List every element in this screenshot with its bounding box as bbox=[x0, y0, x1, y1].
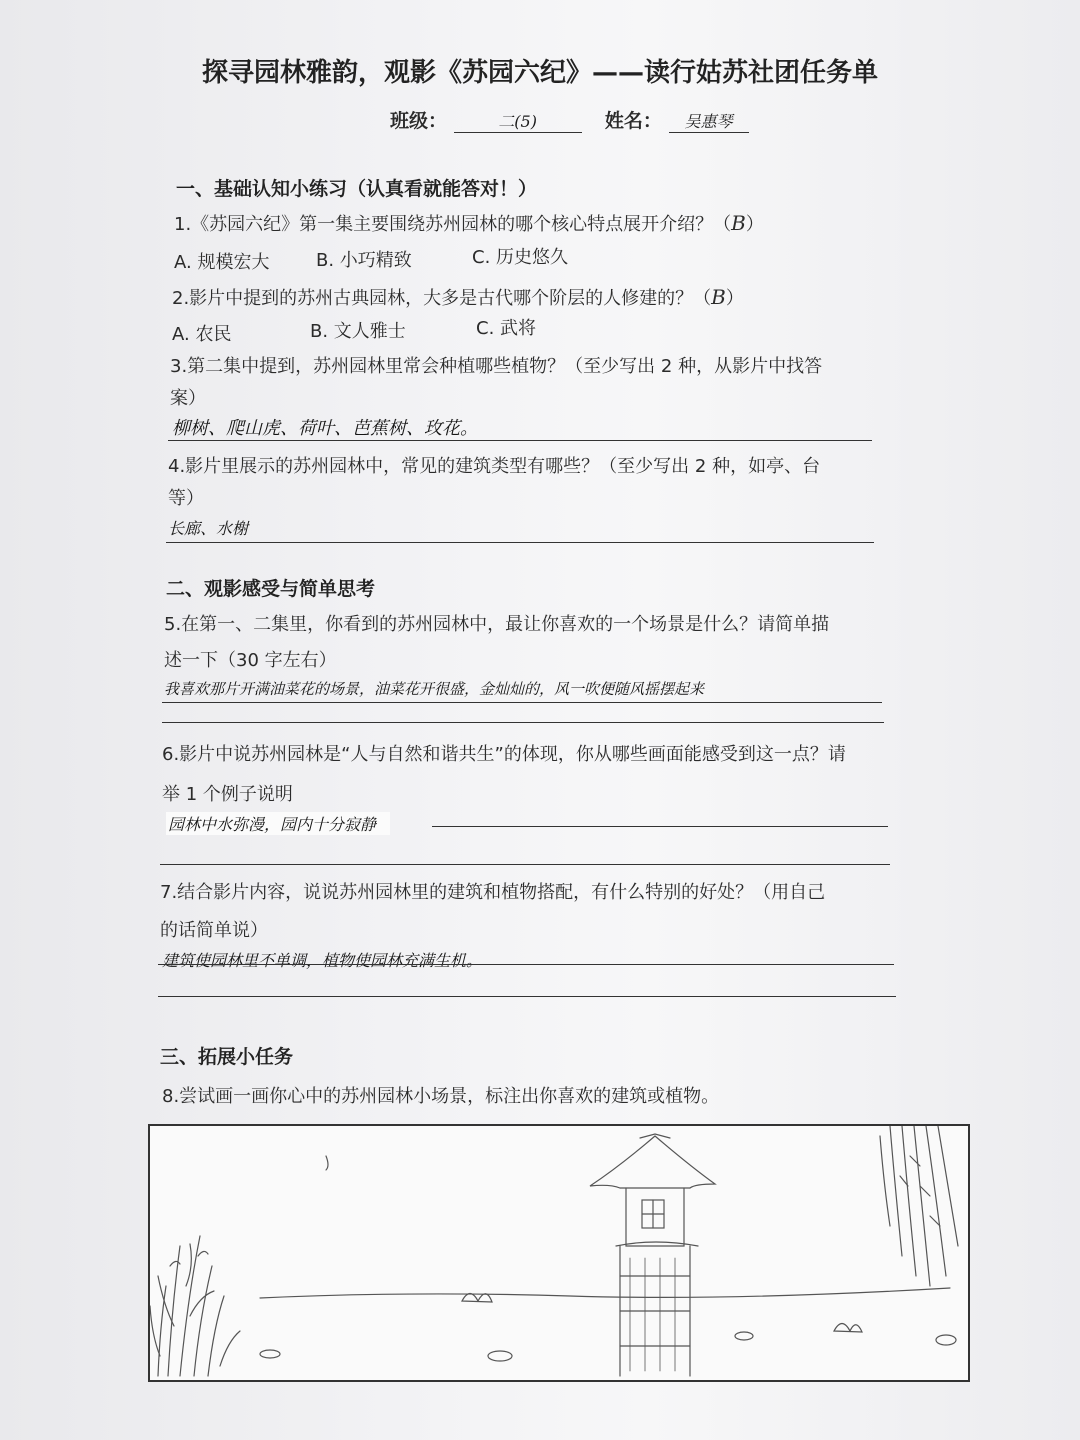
q2-text bbox=[172, 282, 744, 314]
q3-answer-line bbox=[168, 440, 872, 441]
q2-close: ） bbox=[725, 288, 744, 309]
q1-option-a: A. 规模宏大 bbox=[174, 252, 270, 273]
q8-text: 8.尝试画一画你心中的苏州园林小场景，标注出你喜欢的建筑或植物。 bbox=[162, 1086, 720, 1107]
q5-line2: 述一下（30 字左右） bbox=[164, 650, 337, 671]
name-label: 姓名： bbox=[604, 110, 662, 132]
q4-answer: 长廊、水榭 bbox=[168, 519, 249, 538]
pavilion-sketch bbox=[590, 1134, 715, 1376]
q6-answer: 园林中水弥漫，园内十分寂静 bbox=[166, 812, 390, 835]
q6-answer-line-1 bbox=[432, 826, 888, 827]
q1-answer: B bbox=[731, 211, 746, 235]
q6-answer-line-2 bbox=[160, 864, 890, 865]
q1-option-c: C. 历史悠久 bbox=[472, 247, 569, 268]
section1-heading: 一、基础认知小练习（认真看就能答对！） bbox=[176, 178, 538, 200]
q1-option-b: B. 小巧精致 bbox=[316, 250, 412, 271]
garden-sketch bbox=[150, 1126, 968, 1380]
q4-line1: 4.影片里展示的苏州园林中，常见的建筑类型有哪些？（至少写出 2 种，如亭、台 bbox=[168, 456, 821, 477]
section2-heading: 二、观影感受与简单思考 bbox=[166, 578, 376, 600]
q2-question: 2.影片中提到的苏州古典园林，大多是古代哪个阶层的人修建的？（ bbox=[172, 288, 712, 309]
name-field bbox=[669, 109, 749, 133]
q6-line2: 举 1 个例子说明 bbox=[162, 784, 293, 805]
willow-sketch bbox=[880, 1126, 958, 1286]
q3-line1: 3.第二集中提到，苏州园林里常会种植哪些植物？（至少写出 2 种，从影片中找答 bbox=[170, 356, 823, 377]
q2-answer: B bbox=[711, 285, 726, 309]
horizon-line bbox=[260, 1288, 950, 1298]
stone-sketch-4 bbox=[260, 1350, 280, 1358]
q5-answer-line-2 bbox=[162, 722, 884, 723]
class-value: 二(5) bbox=[498, 112, 537, 131]
q7-answer-line-2 bbox=[158, 996, 896, 997]
q1-question: 1.《苏园六纪》第一集主要围绕苏州园林的哪个核心特点展开介绍？（ bbox=[174, 214, 732, 235]
stone-sketch-1 bbox=[488, 1351, 512, 1361]
q7-answer-line-1 bbox=[158, 964, 894, 965]
name-value: 吴惠琴 bbox=[684, 112, 733, 131]
q4-line2: 等） bbox=[168, 488, 204, 509]
q7-line1: 7.结合影片内容，说说苏州园林里的建筑和植物搭配，有什么特别的好处？（用自己 bbox=[160, 882, 826, 903]
drawing-box bbox=[148, 1124, 970, 1382]
reeds-sketch bbox=[150, 1236, 240, 1376]
q7-answer: 建筑使园林里不单调，植物使园林充满生机。 bbox=[162, 951, 483, 970]
stone-sketch-3 bbox=[936, 1335, 956, 1345]
q1-close: ） bbox=[745, 214, 764, 235]
q4-answer-line bbox=[166, 542, 874, 543]
section3-heading: 三、拓展小任务 bbox=[160, 1046, 294, 1068]
class-name-line bbox=[390, 106, 749, 133]
q5-answer-line-1 bbox=[162, 702, 882, 703]
q2-option-a: A. 农民 bbox=[172, 324, 232, 345]
lotus-sketch-1 bbox=[462, 1294, 492, 1303]
q2-option-b: B. 文人雅士 bbox=[310, 321, 406, 342]
q7-line2: 的话简单说） bbox=[160, 920, 268, 941]
q3-line2: 案） bbox=[170, 388, 206, 409]
q3-answer: 柳树、爬山虎、荷叶、芭蕉树、玫花。 bbox=[172, 418, 478, 439]
q6-line1: 6.影片中说苏州园林是“人与自然和谐共生”的体现，你从哪些画面能感受到这一点？请 bbox=[162, 744, 846, 765]
q5-line1: 5.在第一、二集里，你看到的苏州园林中，最让你喜欢的一个场景是什么？请简单描 bbox=[164, 614, 830, 635]
q2-option-c: C. 武将 bbox=[476, 318, 537, 339]
worksheet-title: 探寻园林雅韵，观影《苏园六纪》——读行姑苏社团任务单 bbox=[201, 58, 878, 88]
q5-answer: 我喜欢那片开满油菜花的场景，油菜花开很盛，金灿灿的，风一吹便随风摇摆起来 bbox=[164, 680, 705, 698]
lotus-sketch-2 bbox=[834, 1324, 862, 1333]
stone-sketch-2 bbox=[735, 1332, 753, 1340]
leaf-sketch bbox=[326, 1156, 328, 1170]
q1-text bbox=[174, 208, 764, 240]
class-field bbox=[454, 109, 582, 133]
class-label: 班级： bbox=[390, 110, 448, 132]
